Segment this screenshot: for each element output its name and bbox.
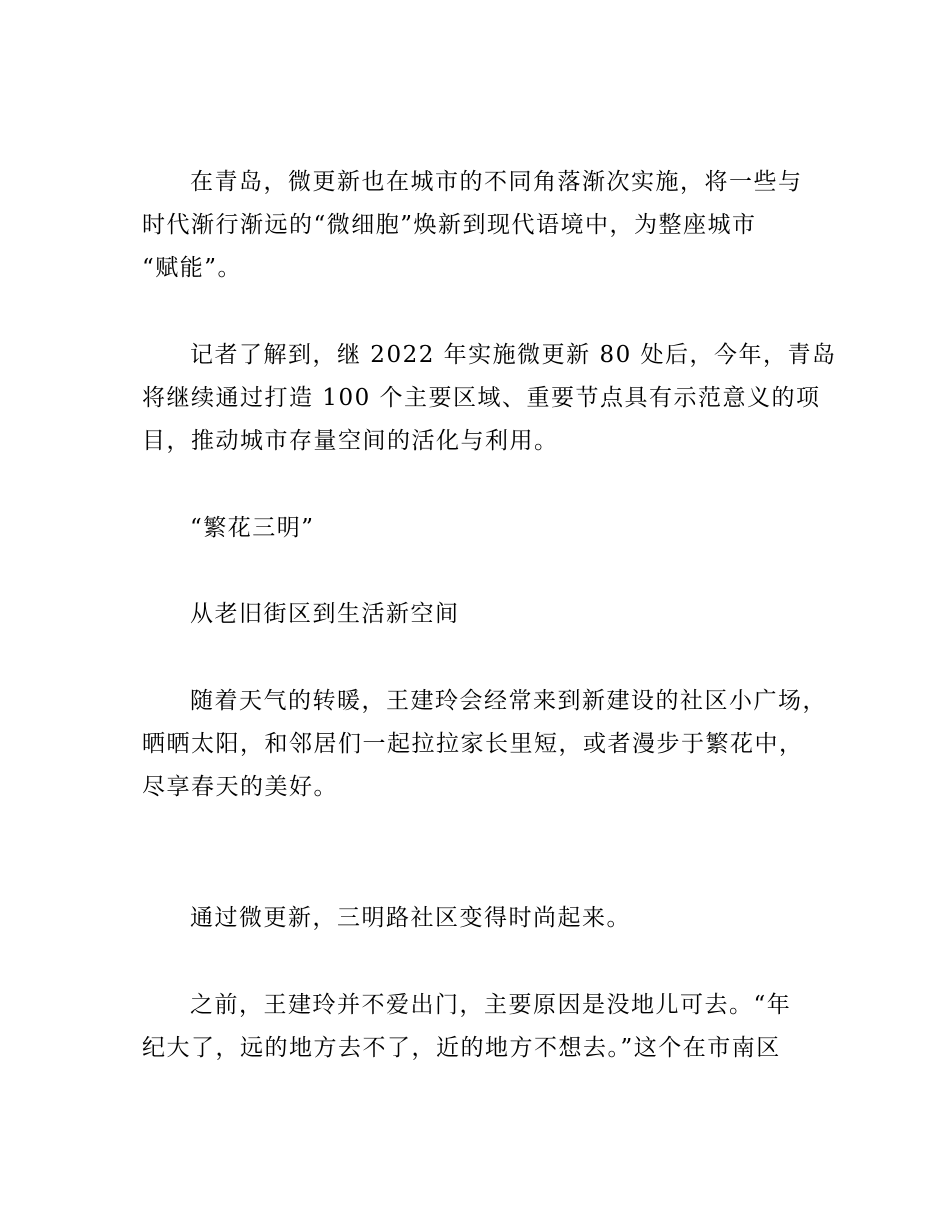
heading-line: “繁花三明”	[190, 515, 315, 541]
paragraph-weather	[142, 680, 842, 809]
paragraph-community	[142, 897, 842, 940]
paragraph-intro	[142, 161, 842, 290]
paragraph-line: 在青岛，微更新也在城市的不同角落渐次实施，将一些与	[190, 169, 803, 195]
paragraph-line: 目，推动城市存量空间的活化与利用。	[142, 428, 559, 454]
paragraph-line: 将继续通过打造 100 个主要区域、重要节点具有示范意义的项	[142, 385, 821, 411]
paragraph-line: 晒晒太阳，和邻居们一起拉拉家长里短，或者漫步于繁花中，	[142, 731, 804, 757]
paragraph-line: 记者了解到，继 2022 年实施微更新 80 处后，今年，青岛	[190, 342, 837, 368]
paragraph-line: 尽享春天的美好。	[142, 774, 338, 800]
paragraph-reporter	[142, 334, 842, 463]
paragraph-before	[142, 984, 842, 1070]
paragraph-line: 通过微更新，三明路社区变得时尚起来。	[190, 905, 631, 931]
paragraph-line: “赋能”。	[142, 255, 243, 281]
subheading-line: 从老旧街区到生活新空间	[190, 601, 460, 627]
section-subheading	[142, 593, 842, 636]
paragraph-line: 随着天气的转暖，王建玲会经常来到新建设的社区小广场，	[190, 688, 827, 714]
paragraph-line: 时代渐行渐远的“微细胞”焕新到现代语境中，为整座城市	[142, 212, 757, 238]
section-heading	[142, 507, 842, 550]
paragraph-line: 纪大了，远的地方去不了，近的地方不想去。”这个在市南区	[142, 1035, 781, 1061]
paragraph-line: 之前，王建玲并不爱出门，主要原因是没地儿可去。“年	[190, 992, 792, 1018]
